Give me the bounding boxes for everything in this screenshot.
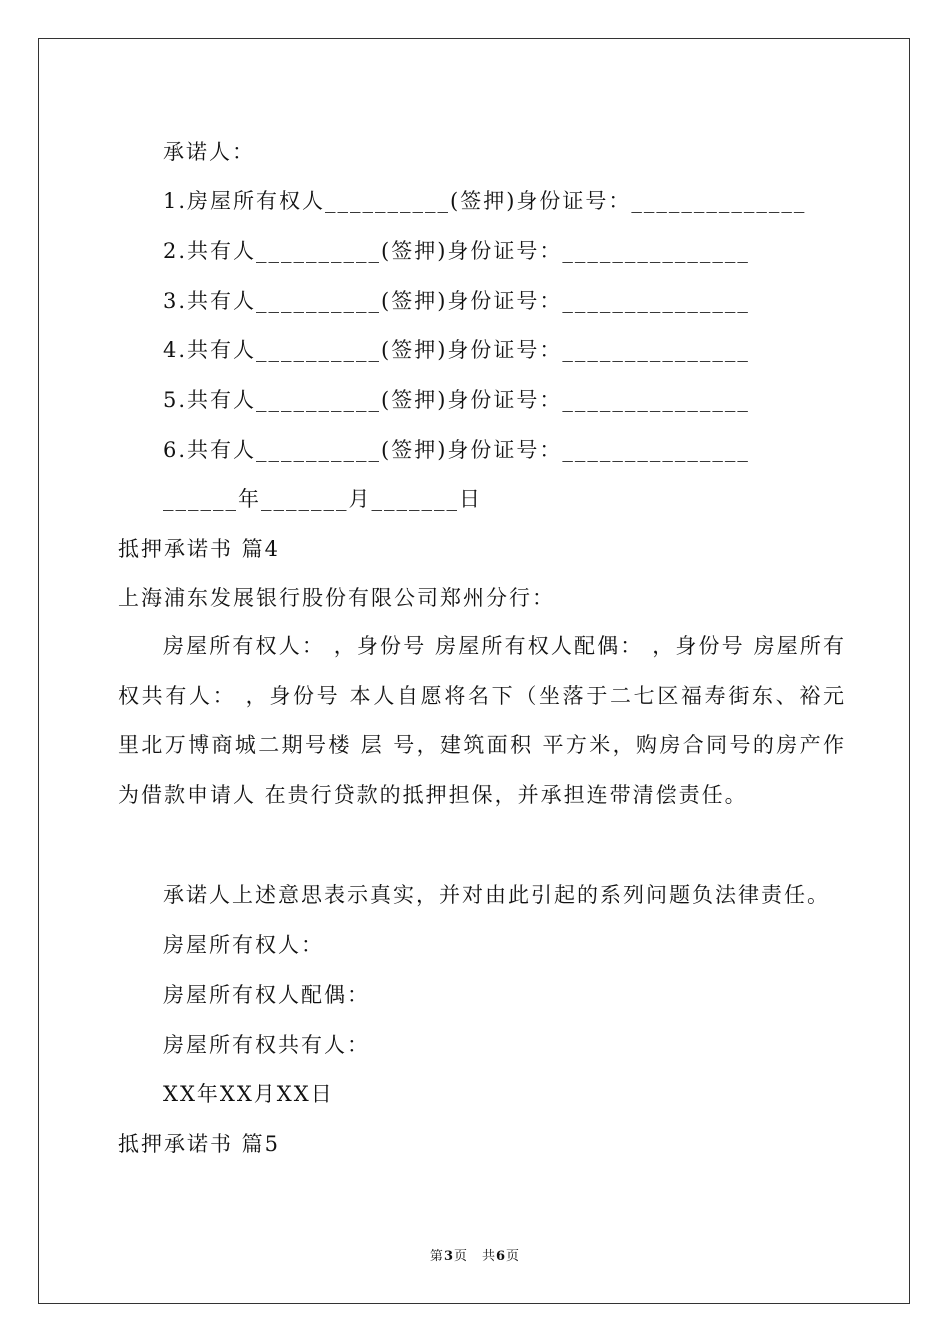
co-owner-line-4: 4.共有人__________(签押)身份证号：_______________ xyxy=(163,338,750,362)
signature-co-owner: 房屋所有权共有人： xyxy=(163,1033,370,1057)
section-4-body-paragraph: 房屋所有权人： ，身份号 房屋所有权人配偶： ，身份号 房屋所有权共有人： ，身份号 本人自愿将名下（坐落于二七区福寿街东、裕元里北万博商城二期号楼 层 号，建筑面积 平方米，购房合同号的房产作为借款申请人 在贵行贷款的抵押担保，并承担连带清偿责任。 xyxy=(118,634,846,807)
co-owner-line-2: 2.共有人__________(签押)身份证号：_______________ xyxy=(163,239,750,263)
signature-owner: 房屋所有权人： xyxy=(163,933,324,957)
section-4-title: 抵押承诺书 篇4 xyxy=(118,537,281,561)
footer-middle: 页 共 xyxy=(453,1249,496,1264)
footer-prefix: 第 xyxy=(429,1249,444,1264)
commitment-heading: 承诺人： xyxy=(163,140,255,164)
footer-current-page: 3 xyxy=(443,1249,454,1264)
section-4-addressee: 上海浦东发展银行股份有限公司郑州分行： xyxy=(118,586,555,610)
signature-spouse: 房屋所有权人配偶： xyxy=(163,983,370,1007)
section-5-title: 抵押承诺书 篇5 xyxy=(118,1132,281,1156)
footer-suffix: 页 xyxy=(506,1249,521,1264)
co-owner-line-6: 6.共有人__________(签押)身份证号：_______________ xyxy=(163,438,750,462)
co-owner-line-5: 5.共有人__________(签押)身份证号：_______________ xyxy=(163,388,750,412)
section-4-date: XX年XX月XX日 xyxy=(163,1082,334,1106)
page-footer xyxy=(0,1248,950,1266)
co-owner-line-3: 3.共有人__________(签押)身份证号：_______________ xyxy=(163,289,750,313)
date-line: ______年_______月_______日 xyxy=(163,487,482,511)
section-4-statement: 承诺人上述意思表示真实，并对由此引起的系列问题负法律责任。 xyxy=(163,883,830,907)
footer-total-pages: 6 xyxy=(496,1249,507,1264)
owner-signature-line: 1.房屋所有权人__________(签押)身份证号：______________ xyxy=(163,189,807,213)
